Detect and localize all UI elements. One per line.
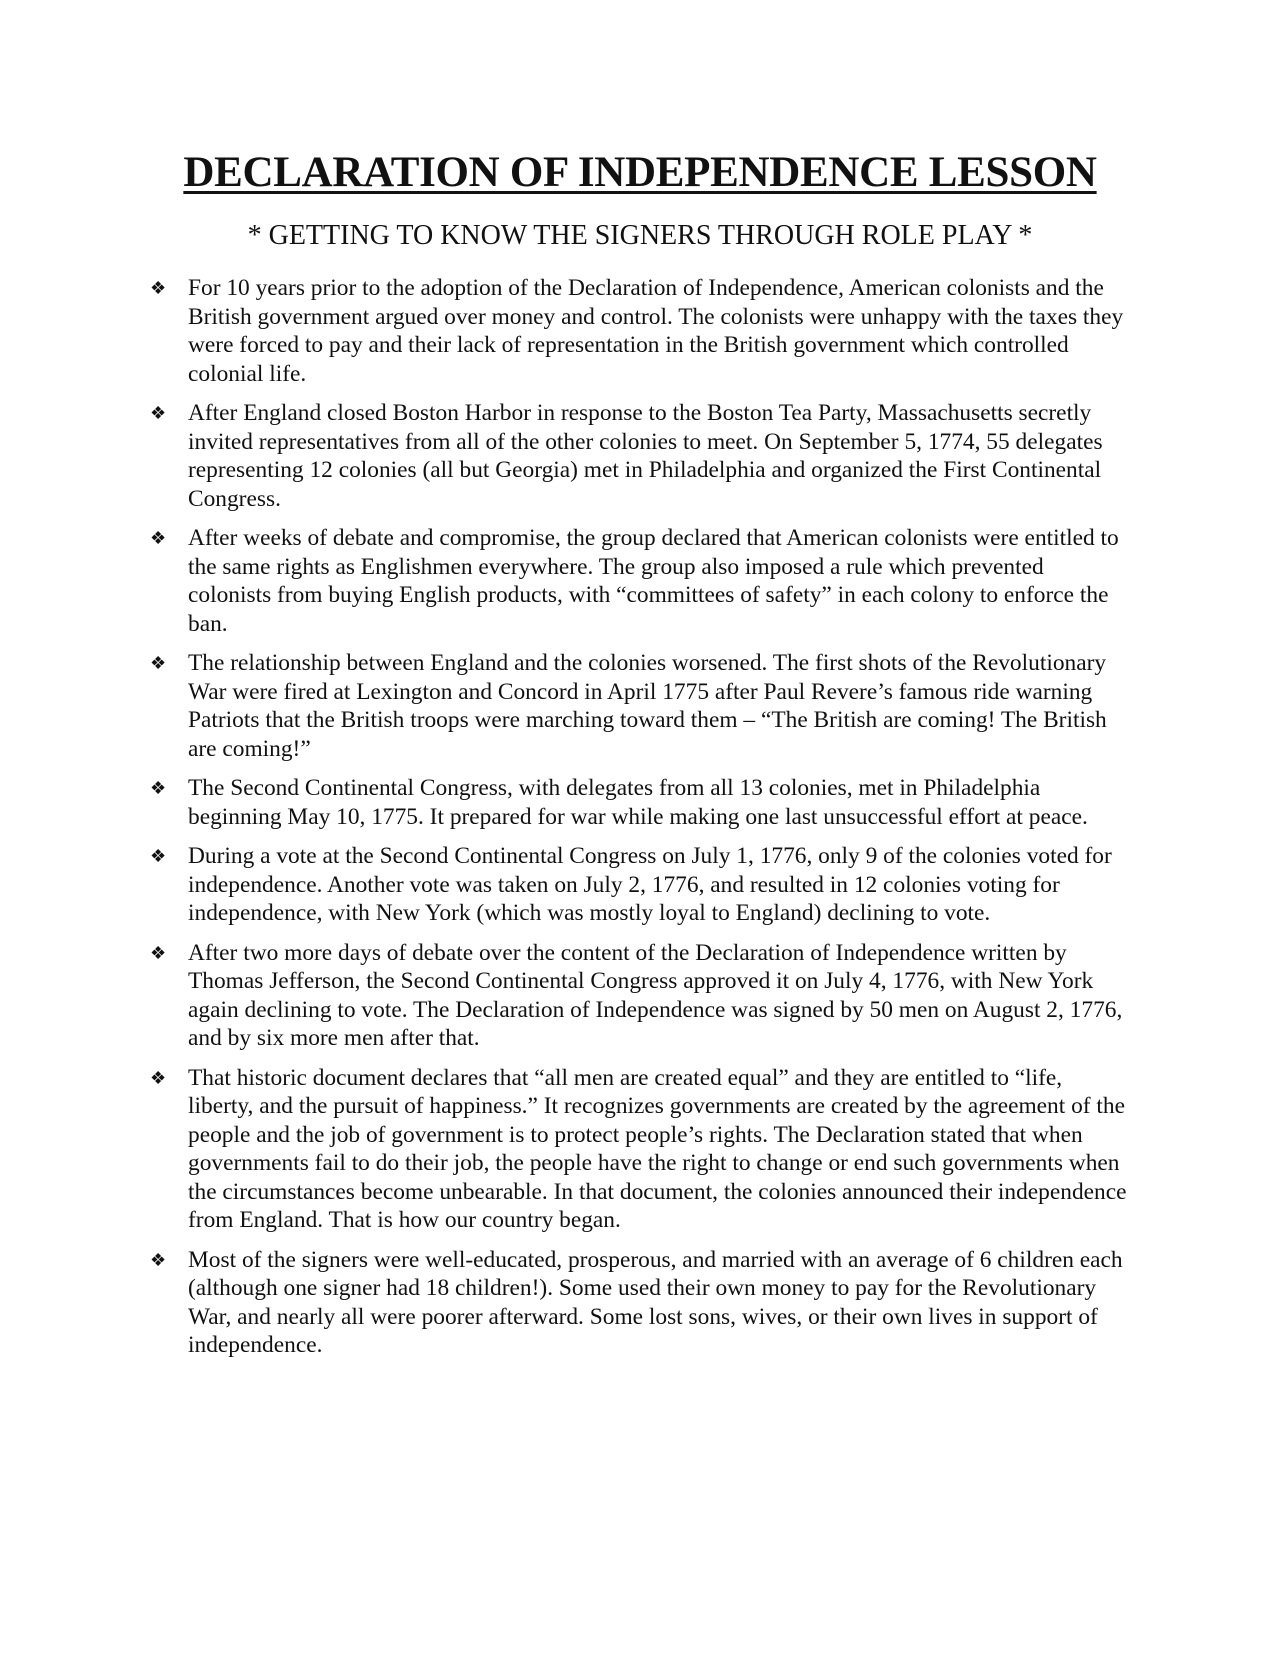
bullet-item bbox=[150, 274, 1130, 388]
four-diamond-bullet-icon: ❖ bbox=[150, 1249, 167, 1270]
four-diamond-bullet-icon: ❖ bbox=[150, 403, 167, 423]
four-diamond-bullet-icon: ❖ bbox=[150, 528, 167, 548]
bullet-text: After weeks of debate and compromise, the group declared that American colonists were entitled to the same rights as Englishmen everywhere. The group also imposed a rule which prevented colonists from buying English products, with “committees of safety” in each colony to enforce the ban. bbox=[188, 525, 1119, 637]
four-diamond-bullet-icon: ❖ bbox=[150, 278, 167, 298]
bullet-text: The Second Continental Congress, with delegates from all 13 colonies, met in Philadelphia beginning May 10, 1775. It prepared for war while making one last unsuccessful effort at peace. bbox=[188, 775, 1088, 830]
four-diamond-bullet-icon: ❖ bbox=[150, 653, 167, 673]
four-diamond-bullet-icon: ❖ bbox=[150, 1067, 167, 1088]
bullet-item bbox=[150, 939, 1130, 1053]
bullet-item bbox=[150, 649, 1130, 763]
bullet-text: For 10 years prior to the adoption of the Declaration of Independence, American colonists and the British government argued over money and control. The colonists were unhappy with the taxes they were forced to pay and their lack of representation in the British government which controlled colonial life. bbox=[188, 275, 1124, 387]
four-diamond-bullet-icon: ❖ bbox=[150, 778, 167, 798]
bullet-text: Most of the signers were well-educated, prosperous, and married with an average of 6 children each (although one signer had 18 children!). Some used their own money to pay for the Revolutionary War, and nearly all were poorer afterward. Some lost sons, wives, or their own lives in support of independence. bbox=[188, 1246, 1123, 1358]
page-title bbox=[0, 146, 1280, 200]
page-subtitle: * GETTING TO KNOW THE SIGNERS THROUGH ROLE PLAY * bbox=[247, 220, 1033, 251]
bullet-item bbox=[150, 524, 1130, 638]
bullet-text: After two more days of debate over the content of the Declaration of Independence written by Thomas Jefferson, the Second Continental Congress approved it on July 4, 1776, with New York again declining to vote. The Declaration of Independence was signed by 50 men on August 2, 1776, and by six more men after that. bbox=[188, 939, 1123, 1051]
four-diamond-bullet-icon: ❖ bbox=[150, 846, 167, 866]
bullet-item bbox=[150, 399, 1130, 513]
bullet-text: The relationship between England and the colonies worsened. The first shots of the Revolutionary War were fired at Lexington and Concord in April 1775 after Paul Revere’s famous ride warning Patriots that the British troops were marching toward them – “The British are coming! The British are coming!” bbox=[188, 650, 1107, 762]
bullet-text: That historic document declares that “all men are created equal” and they are entitled to “life, liberty, and the pursuit of happiness.” It recognizes governments are created by the agreement of the people and the job of government is to protect people’s rights. The Declaration stated that when governments fail to do their job, the people have the right to change or end such governments when the circumstances become unbearable. In that document, the colonies announced their independence from England. That is how our country began. bbox=[188, 1064, 1127, 1233]
page-title-text: DECLARATION OF INDEPENDENCE LESSON bbox=[183, 149, 1097, 196]
bullet-text: After England closed Boston Harbor in response to the Boston Tea Party, Massachusetts secretly invited representatives from all of the other colonies to meet. On September 5, 1774, 55 delegates representing 12 colonies (all but Georgia) met in Philadelphia and organized the First Continental Congress. bbox=[188, 400, 1103, 512]
bullet-item bbox=[150, 1246, 1130, 1360]
four-diamond-bullet-icon: ❖ bbox=[150, 942, 167, 963]
bullet-item bbox=[150, 1064, 1130, 1235]
bullet-item bbox=[150, 774, 1130, 831]
bullet-item bbox=[150, 842, 1130, 928]
bullet-list bbox=[150, 274, 1130, 1371]
bullet-text: During a vote at the Second Continental Congress on July 1, 1776, only 9 of the colonies voted for independence. Another vote was taken on July 2, 1776, and resulted in 12 colonies voting for independence, with New York (which was mostly loyal to England) declining to vote. bbox=[188, 843, 1112, 926]
